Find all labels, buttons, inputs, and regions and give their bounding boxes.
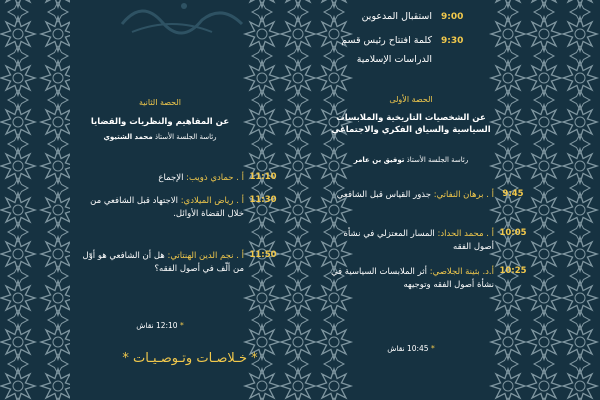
pattern-ring: [575, 381, 585, 391]
pattern-ring: [257, 161, 267, 171]
pattern-ring: [13, 73, 23, 83]
session-two-title: الحصة الثانية: [138, 98, 182, 107]
pattern-ring: [575, 205, 585, 215]
opening-time-2: 9:30: [441, 36, 464, 46]
talk-item: [76, 250, 244, 276]
talk-title: المسار المعتزلي في نشأة أصول الفقه: [343, 229, 494, 252]
pattern-ring: [293, 249, 303, 259]
pattern-ring: [575, 29, 585, 39]
pattern-ring: [539, 293, 549, 303]
pattern-ring: [53, 73, 63, 83]
talk-time: 9:45: [502, 189, 524, 199]
geometric-pattern: [488, 0, 600, 400]
pattern-star: [41, 237, 70, 271]
pattern-ring: [575, 73, 585, 83]
talk-title: الإجماع: [158, 173, 184, 183]
left-ornament-column: [0, 0, 70, 400]
right-ornament-column: [488, 0, 600, 400]
session-one: [328, 0, 527, 400]
talk-time: 11:30: [249, 195, 277, 205]
pattern-ring: [293, 205, 303, 215]
pattern-star: [41, 193, 70, 227]
talk-speaker: أ . محمد الحداد:: [437, 229, 494, 239]
pattern-ring: [13, 337, 23, 347]
session-one-topic: عن الشخصيات التاريخية والملابسات السياسية والسياق الفكري والاجتماعي: [331, 113, 491, 135]
pattern-ring: [257, 293, 267, 303]
pattern-ring: [53, 249, 63, 259]
star-icon: *: [430, 344, 435, 353]
pattern-ring: [575, 293, 585, 303]
pattern-ring: [293, 117, 303, 127]
pattern-ring: [53, 293, 63, 303]
pattern-ring: [503, 293, 513, 303]
pattern-ring: [539, 29, 549, 39]
pattern-ring: [503, 161, 513, 171]
pattern-ring: [575, 337, 585, 347]
opening-text-2: كلمة افتتاح رئيس قسم الدراسات الإسلامية: [341, 35, 432, 65]
talk-item: [76, 195, 244, 221]
session-one-chair-prefix: رئاسة الجلسة الأستاذ: [406, 156, 469, 164]
pattern-ring: [503, 337, 513, 347]
pattern-ring: [53, 337, 63, 347]
session-two-discussion: [76, 321, 244, 330]
talk-speaker: أ . رياض الميلادي:: [180, 196, 244, 206]
pattern-ring: [503, 117, 513, 127]
pattern-ring: [539, 337, 549, 347]
pattern-ring: [539, 117, 549, 127]
talk-title: أثر الملابسات السياسية في نشأة أصول الفقه وتوجيهه: [330, 267, 494, 290]
pattern-star: [41, 61, 70, 95]
pattern-ring: [257, 205, 267, 215]
pattern-ring: [539, 205, 549, 215]
session-two-chair: [76, 133, 244, 141]
star-icon: *: [179, 321, 184, 330]
pattern-star: [41, 105, 70, 139]
pattern-ring: [503, 381, 513, 391]
session-one-discussion: [328, 344, 494, 353]
talk-title: الاجتهاد قبل الشافعي من خلال القضاة الأوائل.: [90, 196, 244, 219]
pattern-star: [41, 325, 70, 359]
pattern-ring: [293, 161, 303, 171]
pattern-star: [41, 369, 70, 400]
pattern-ring: [53, 117, 63, 127]
talk-time: 10:05: [499, 228, 527, 238]
session-two-chair-prefix: رئاسة الجلسة الأستاذ: [154, 133, 217, 141]
session-one-chair-name: توفيق بن عامر: [353, 156, 405, 164]
pattern-ring: [503, 205, 513, 215]
pattern-ring: [575, 161, 585, 171]
talk-time: 11:10: [249, 172, 277, 182]
pattern-ring: [293, 73, 303, 83]
talk-speaker: أ . نجم الدين الهنتاتي:: [167, 251, 244, 261]
pattern-ring: [293, 293, 303, 303]
talk-item: [328, 266, 494, 292]
talk-time: 11:50: [249, 250, 277, 260]
geometric-pattern: [0, 0, 70, 400]
pattern-ring: [13, 205, 23, 215]
pattern-ring: [257, 29, 267, 39]
pattern-star: [41, 281, 70, 315]
pattern-ring: [503, 29, 513, 39]
pattern-ring: [293, 337, 303, 347]
opening-time-1: 9:00: [441, 12, 464, 22]
talk-title: جذور القياس قبل الشافعي: [336, 190, 432, 200]
pattern-ring: [13, 161, 23, 171]
pattern-ring: [539, 249, 549, 259]
pattern-ring: [53, 381, 63, 391]
opening-text-1: استقبال المدعوين: [361, 11, 432, 22]
talk-item: [328, 189, 494, 202]
talk-speaker: أ . برهان النفاتي:: [433, 190, 494, 200]
pattern-ring: [13, 293, 23, 303]
closing-recommendations: * خـلاصـات وتـوصـيـات *: [122, 351, 258, 366]
pattern-ring: [503, 73, 513, 83]
discussion-label: نقاش: [136, 321, 154, 330]
pattern-ring: [13, 29, 23, 39]
pattern-ring: [13, 249, 23, 259]
session-one-chair: [328, 156, 494, 164]
discussion-label: نقاش: [387, 344, 405, 353]
talk-time: 10:25: [499, 266, 527, 276]
pattern-ring: [53, 161, 63, 171]
pattern-ring: [575, 117, 585, 127]
pattern-star: [41, 17, 70, 51]
discussion-time: 12:10: [155, 321, 178, 330]
talk-item: [76, 172, 244, 185]
pattern-ring: [503, 249, 513, 259]
pattern-ring: [539, 161, 549, 171]
session-two-topic: عن المفاهيم والنظريات والقضايا: [90, 117, 230, 127]
pattern-ring: [13, 117, 23, 127]
pattern-ring: [13, 381, 23, 391]
talk-speaker: أ . حمادي ذويب:: [186, 173, 244, 183]
pattern-ring: [257, 381, 267, 391]
pattern-ring: [257, 73, 267, 83]
talk-title: هل أن الشافعي هو أوّل من ألّف في أصول الفقه؟: [82, 251, 244, 274]
pattern-ring: [539, 381, 549, 391]
session-two-chair-name: محمد الشتيوي: [103, 133, 153, 141]
pattern-ring: [53, 205, 63, 215]
pattern-ring: [53, 29, 63, 39]
pattern-ring: [293, 381, 303, 391]
pattern-ring: [575, 249, 585, 259]
talk-item: [328, 228, 494, 254]
pattern-ring: [293, 29, 303, 39]
pattern-ring: [257, 117, 267, 127]
talk-speaker: أ.د. بثينة الجلاصي:: [429, 267, 494, 277]
discussion-time: 10:45: [406, 344, 429, 353]
pattern-ring: [539, 73, 549, 83]
session-two: [76, 0, 277, 400]
pattern-ring: [257, 337, 267, 347]
pattern-star: [41, 149, 70, 183]
session-one-title: الحصة الأولى: [389, 95, 433, 104]
